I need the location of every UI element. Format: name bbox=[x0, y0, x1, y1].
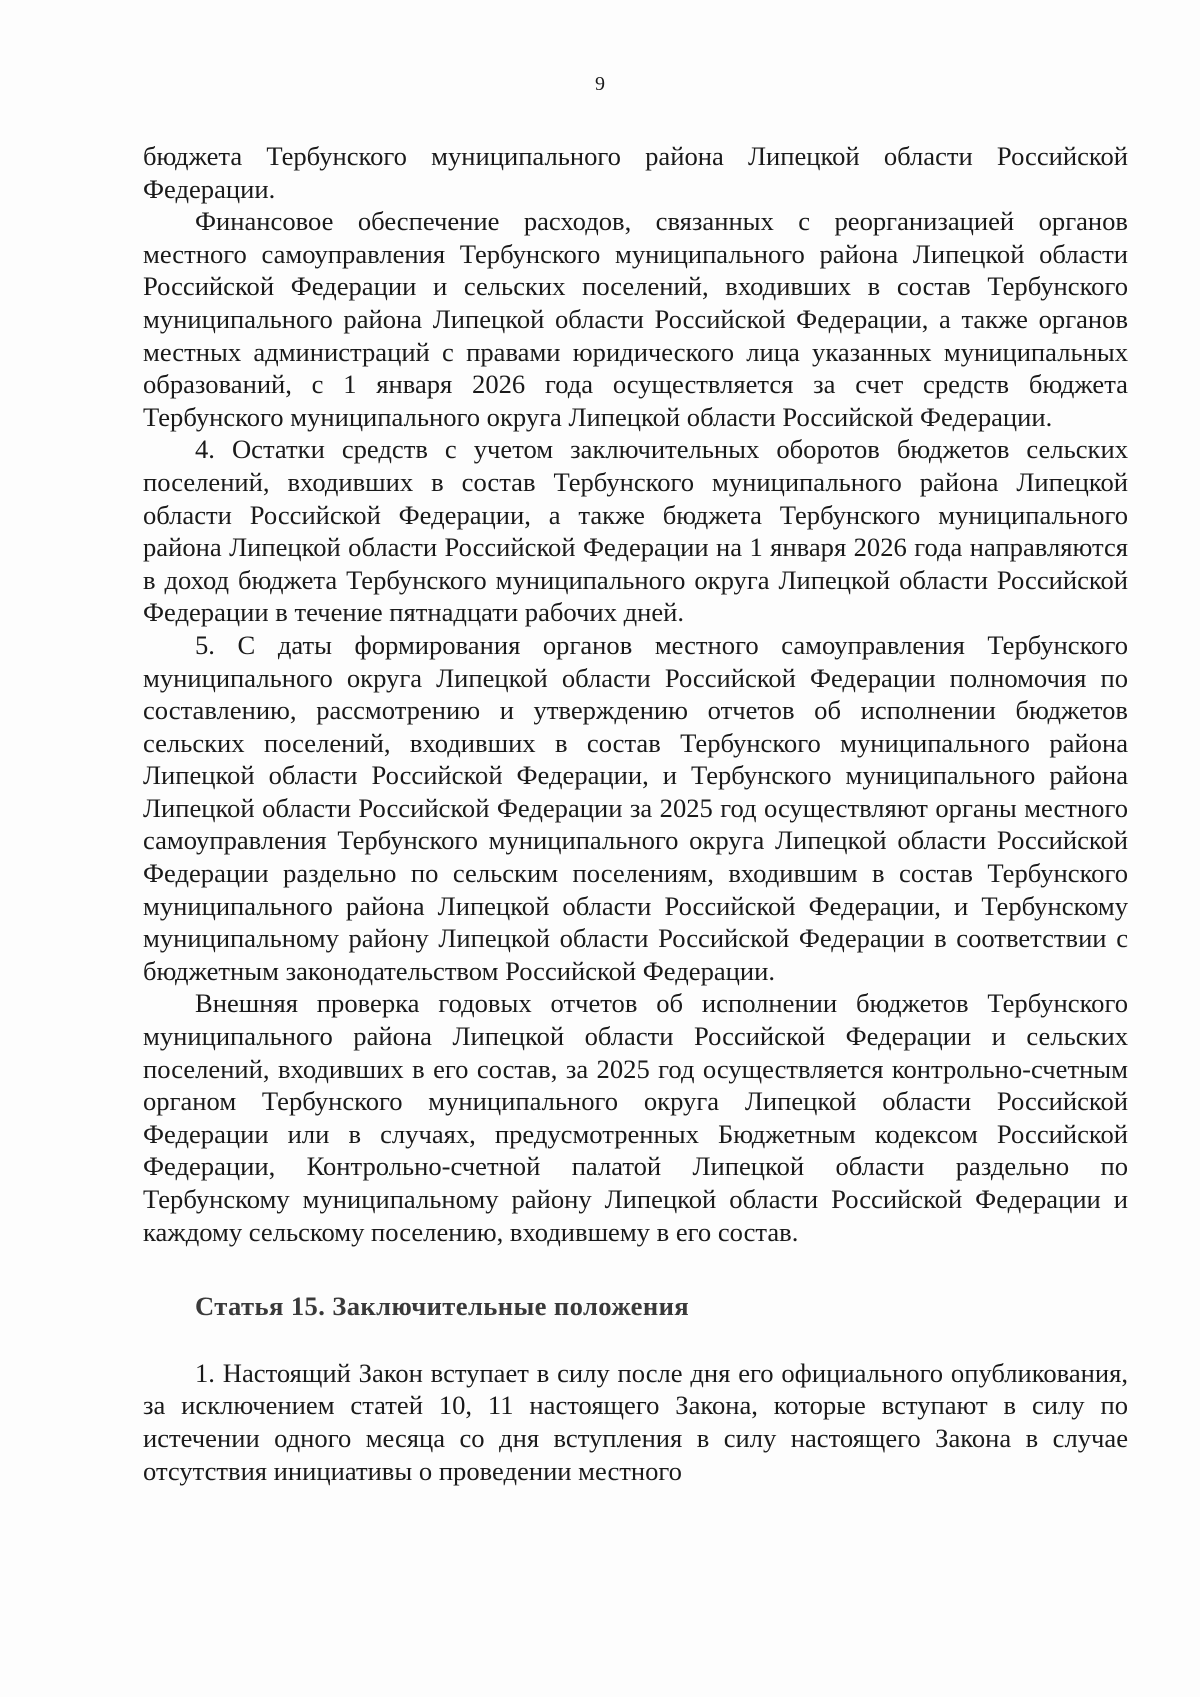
paragraph-external-audit: Внешняя проверка годовых отчетов об исполнении бюджетов Тербунского муниципального района Липецкой области Российской Федерации и сельских поселений, входивших в его состав, за 2025 год осуществляется контрольно-счетным органом Тербунского муниципального округа Липецкой области Российской Федерации или в случаях, предусмотренных Бюджетным кодексом Российской Федерации, Контрольно-счетной палатой Липецкой области раздельно по Тербунскому муниципальному району Липецкой области Российской Федерации и каждому сельскому поселению, входившему в его состав. bbox=[143, 988, 1128, 1247]
document-body bbox=[143, 140, 1128, 1487]
paragraph-item-5: 5. С даты формирования органов местного самоуправления Тербунского муниципального округа Липецкой области Российской Федерации полномочия по составлению, рассмотрению и утверждению отчетов об исполнении бюджетов сельских поселений, входивших в состав Тербунского муниципального района Липецкой области Российской Федерации, и Тербунского муниципального района Липецкой области Российской Федерации за 2025 год осуществляют органы местного самоуправления Тербунского муниципального округа Липецкой области Российской Федерации раздельно по сельским поселениям, входившим в состав Тербунского муниципального района Липецкой области Российской Федерации, и Тербунскому муниципальному району Липецкой области Российской Федерации в соответствии с бюджетным законодательством Российской Федерации. bbox=[143, 629, 1128, 986]
paragraph-item-4: 4. Остатки средств с учетом заключительных оборотов бюджетов сельских поселений, входивших в состав Тербунского муниципального района Липецкой области Российской Федерации, а также бюджета Тербунского муниципального района Липецкой области Российской Федерации на 1 января 2026 года направляются в доход бюджета Тербунского муниципального округа Липецкой области Российской Федерации в течение пятнадцати рабочих дней. bbox=[143, 434, 1128, 628]
page-number: 9 bbox=[595, 73, 605, 95]
paragraph-financing: Финансовое обеспечение расходов, связанных с реорганизацией органов местного самоуправления Тербунского муниципального района Липецкой области Российской Федерации и сельских поселений, входивших в состав Тербунского муниципального района Липецкой области Российской Федерации, а также органов местных администраций с правами юридического лица указанных муниципальных образований, с 1 января 2026 года осуществляется за счет средств бюджета Тербунского муниципального округа Липецкой области Российской Федерации. bbox=[143, 206, 1128, 432]
paragraph-continuation: бюджета Тербунского муниципального района Липецкой области Российской Федерации. bbox=[143, 141, 1128, 204]
paragraph-final-item-1: 1. Настоящий Закон вступает в силу после дня его официального опубликования, за исключением статей 10, 11 настоящего Закона, которые вступают в силу по истечении одного месяца со дня вступления в силу настоящего Закона в случае отсутствия инициативы о проведении местного bbox=[143, 1357, 1128, 1486]
article-heading: Статья 15. Заключительные положения bbox=[195, 1291, 690, 1322]
